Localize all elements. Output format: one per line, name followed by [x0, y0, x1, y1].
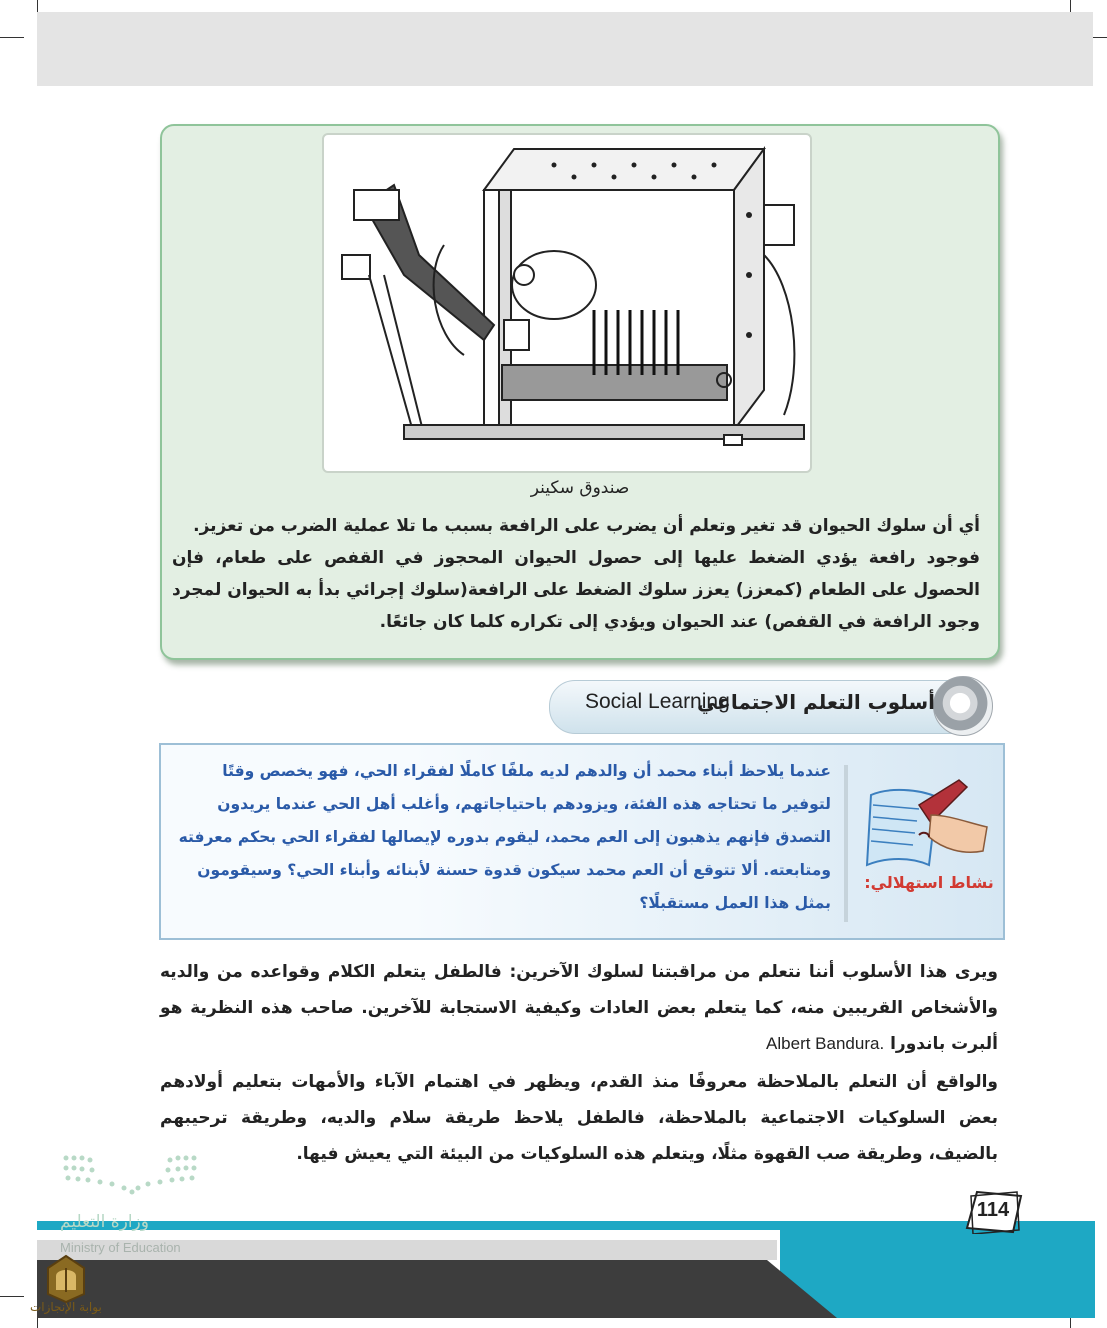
- bandura-name: Albert Bandura.: [766, 1034, 885, 1053]
- footer-dark-band: [37, 1260, 837, 1318]
- section-bullet-icon: [933, 676, 993, 736]
- page-number: 114: [976, 1199, 1010, 1221]
- crop-mark: [0, 1296, 24, 1297]
- seal-label: بوابة الإنجازات: [30, 1300, 102, 1314]
- ministry-name-ar: وزارة التعليم: [60, 1212, 149, 1232]
- activity-label: نشاط استهلالي:: [864, 873, 994, 892]
- footer-block: [780, 1230, 1095, 1318]
- activity-text: عندما يلاحظ أبناء محمد أن والدهم لديه ملفًا كاملًا لفقراء الحي، فهو يخصص وقتًا لتوفير ما تحتاجه هذه الفئة، ويزودهم باحتياجاتهم، وأغلب أهل الحي عندما يريدون التصدق فإنهم يذهبون إلى العم محمد، ليقوم بدوره لإيصالها لفقراء الحي بحكم معرفته ومتابعته. ألا تتوقع أن العم محمد سيكون قدوة حسنة لأبنائه وأبناء الحي؟ وسيقومون بمثل هذا العمل مستقبلًا؟: [178, 762, 831, 912]
- seal-icon: [44, 1254, 88, 1304]
- paragraph-observational-learning: والواقع أن التعلم بالملاحظة معروفًا منذ القدم، ويظهر في اهتمام الآباء والأمهات بتعليم أولادهم بعض السلوكيات الاجتماعية بالملاحظة، فالطفل يلاحظ طريقة سلام والديه، وطريقة ترحيبهم بالضيف، وطريقة صب القهوة مثلًا، ويتعلم هذه السلوكيات من البيئة التي يعيش فيها.: [160, 1072, 998, 1164]
- activity-box: [159, 743, 1005, 940]
- activity-divider: [844, 765, 848, 922]
- footer-stripe: [37, 1221, 1095, 1230]
- ministry-name-en: Ministry of Education: [60, 1240, 181, 1255]
- section-title-en: Social Learning: [585, 690, 730, 713]
- section-header: [549, 676, 993, 736]
- crop-mark: [0, 37, 24, 38]
- header-band: [37, 12, 1093, 86]
- writing-hand-icon: [859, 775, 999, 875]
- skinner-box-figure: [322, 133, 812, 473]
- paragraph-observation: [160, 954, 998, 1062]
- green-box-line: أي أن سلوك الحيوان قد تغير وتعلم أن يضرب على الرافعة بسبب ما تلا عملية الضرب من تعزيز.: [193, 516, 980, 536]
- skinner-box-illustration: [324, 135, 810, 471]
- green-box-line: فوجود رافعة يؤدي الضغط عليها إلى حصول الحيوان المحجوز في القفص على طعام، فإن الحصول على الطعام (كمعزز) يعزز سلوك الضغط على الرافعة(سلوك إجرائي بدأ به الحيوان لمجرد وجود الرافعة في القفص) عند الحيوان ويؤدي إلى تكراره كلما كان جائعًا.: [172, 548, 980, 632]
- green-box-text: [172, 510, 980, 638]
- paragraph-text: ويرى هذا الأسلوب أننا نتعلم من مراقبتنا لسلوك الآخرين: فالطفل يتعلم الكلام وقواعده من والديه والأشخاص القريبين منه، كما يتعلم بعض العادات وكيفية الاستجابة للآخرين. صاحب هذه النظرية هو ألبرت باندورا: [160, 962, 998, 1054]
- section-title-ar: أسلوب التعلم الاجتماعي: [696, 690, 935, 714]
- figure-caption: صندوق سكينر: [530, 478, 630, 498]
- ministry-logo-icon: [62, 1154, 198, 1198]
- skinner-box-panel: [160, 124, 1000, 660]
